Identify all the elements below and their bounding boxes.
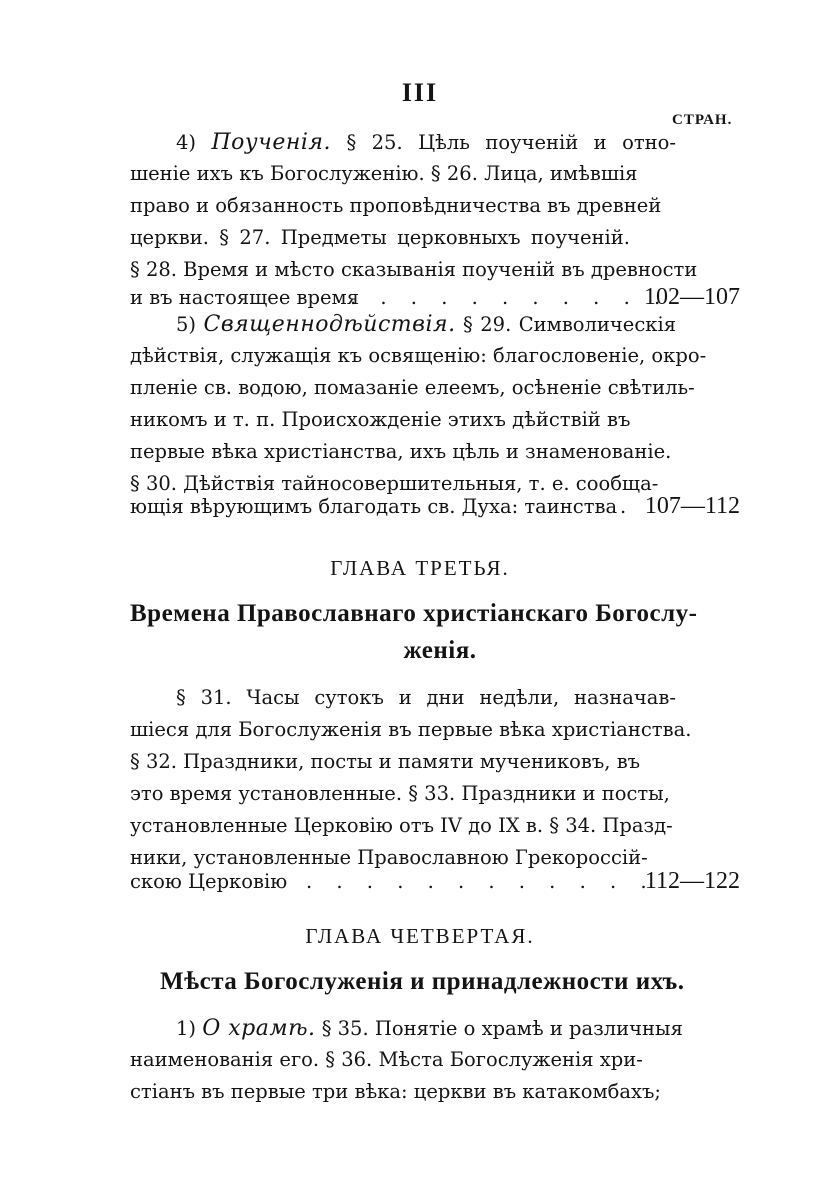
chapter-3-heading-line-2: женія.: [403, 637, 477, 664]
section-4-title: Поученія.: [211, 130, 331, 155]
section-4-num: 4): [176, 131, 197, 154]
section-5-pages: 107—112: [644, 493, 740, 519]
chapter-3-line-5: установленные Церковію отъ IV до IX в. § 34. Празд-: [130, 814, 673, 837]
chapter-3-line-3: § 32. Праздники, посты и памяти мучениковъ, въ: [130, 750, 641, 773]
section-4-line-4: церкви. § 27. Предметы церковныхъ поученій.: [130, 226, 630, 249]
section-5-title: Священнодѣйствія.: [203, 312, 456, 337]
section-4-line-2: шеніе ихъ къ Богослуженію. § 26. Лица, имѣвшія: [130, 162, 638, 185]
page-column-label: СТРАН.: [672, 112, 733, 128]
section-5-num: 5): [176, 313, 197, 336]
section-5-line-2: дѣйствія, служащія къ освященію: благословеніе, окро-: [130, 344, 707, 367]
section-4-line-1: [130, 132, 676, 154]
chapter-4-line-1-text: § 35. Понятіе о храмѣ и различныя: [321, 1017, 683, 1040]
page-number: III: [401, 78, 439, 107]
section-4-line-5: § 28. Время и мѣсто сказыванія поученій въ древности: [130, 258, 698, 281]
chapter-4-line-2: наименованія его. § 36. Мѣста Богослуженія хри-: [130, 1048, 643, 1071]
section-5-line-3: пленіе св. водою, помазаніе елеемъ, осѣненіе свѣтиль-: [130, 376, 695, 399]
chapter-3-line-2: шіеся для Богослуженія въ первые вѣка христіанства.: [130, 718, 692, 741]
chapter-3-toc-text: скою Церковію: [130, 870, 288, 893]
section-5-line-1: [130, 314, 676, 336]
section-5-line-1-text: § 29. Символическія: [463, 313, 676, 336]
chapter-4-line-1: [130, 1016, 683, 1041]
chapter-4-heading: Мѣста Богослуженія и принадлежности ихъ.: [160, 968, 685, 995]
section-5-line-5: первые вѣка христіанства, ихъ цѣль и знаменованіе.: [130, 440, 672, 463]
chapter-4-num: 1): [176, 1017, 197, 1040]
chapter-3-label: ГЛАВА ТРЕТЬЯ.: [330, 556, 510, 580]
chapter-3-line-4: это время установленные. § 33. Праздники и посты,: [130, 782, 670, 805]
chapter-4-line-3: стіанъ въ первые три вѣка: церкви въ катакомбахъ;: [130, 1080, 661, 1103]
section-5-line-6: § 30. Дѣйствія тайносовершительныя, т. е. сообща-: [130, 472, 659, 495]
chapter-3-toc-dots: . . . . . . . . . . . .: [306, 870, 656, 893]
chapter-3-line-6: ники, установленные Православною Грекороссій-: [130, 846, 648, 869]
chapter-3-heading-line-1: Времена Православнаго христіанскаго Богослу-: [130, 600, 698, 627]
chapter-4-label: ГЛАВА ЧЕТВЕРТАЯ.: [305, 924, 535, 948]
section-5-line-4: никомъ и т. п. Происхожденіе этихъ дѣйствій въ: [130, 408, 631, 431]
section-4-line-3: право и обязанность проповѣдничества въ древней: [130, 194, 662, 217]
section-4-pages: 102—107: [644, 284, 740, 310]
section-5-toc-text: ющія вѣрующимъ благодать св. Духа: таинства: [130, 495, 618, 518]
section-4-toc-dots: . . . . . . . . . . .: [350, 286, 670, 309]
section-4-line-1-text: § 25. Цѣль поученій и отно-: [346, 131, 676, 154]
chapter-4-title: О храмѣ.: [202, 1016, 316, 1041]
chapter-3-line-1: § 31. Часы сутокъ и дни недѣли, назначав-: [176, 686, 676, 709]
chapter-3-pages: 112—122: [644, 868, 740, 894]
section-4-toc-text: и въ настоящее время: [130, 286, 360, 309]
section-5-toc-dots: .: [620, 495, 636, 518]
